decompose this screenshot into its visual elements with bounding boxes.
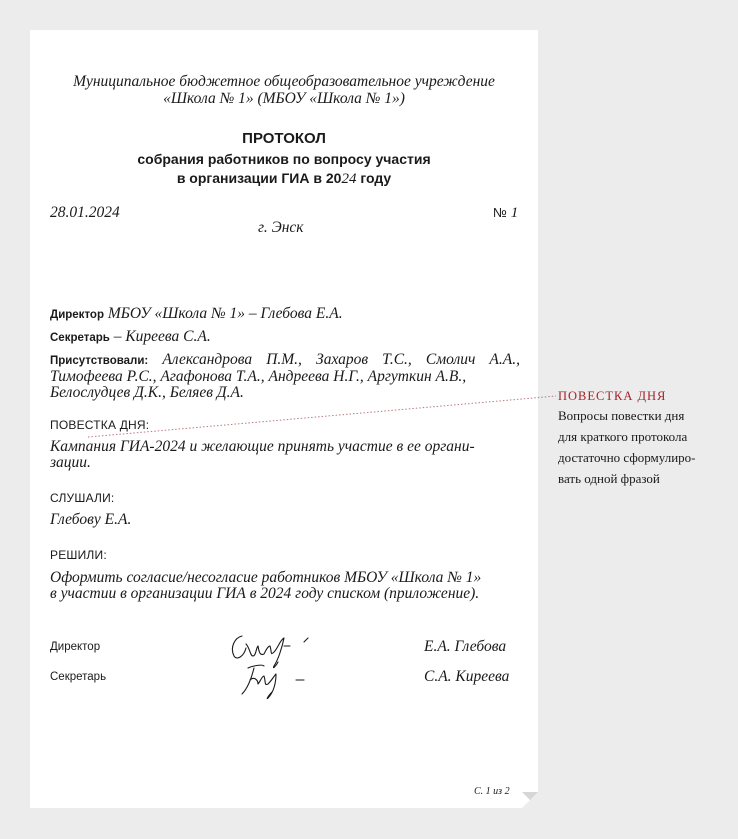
annotation-line-3: достаточно сформулиро- xyxy=(558,450,696,465)
document-subtitle-line-2: в организации ГИА в 2024 году xyxy=(176,170,392,187)
document-city: г. Энск xyxy=(258,219,304,236)
document-date: 28.01.2024 xyxy=(50,204,120,221)
agenda-heading: ПОВЕСТКА ДНЯ: xyxy=(50,418,150,432)
annotation-heading: ПОВЕСТКА ДНЯ xyxy=(558,389,667,403)
heard-heading: СЛУШАЛИ: xyxy=(50,491,115,505)
organization-line-1: Муниципальное бюджетное общеобразовательное учреждение xyxy=(73,73,495,90)
secretary-line: Секретарь – Киреева С.А. xyxy=(50,328,211,345)
signature-name-director: Е.А. Глебова xyxy=(424,638,507,655)
annotation-line-1: Вопросы повестки дня xyxy=(558,408,685,423)
organization-line-2: «Школа № 1» (МБОУ «Школа № 1») xyxy=(163,90,405,107)
heard-text: Глебову Е.А. xyxy=(50,511,132,528)
attendees-block: Присутствовали: Александрова П.М., Захаров Т.С., Смолич А.А., Тимофеева Р.С., Агафонова Т.А., Андреева Н.Г., Аргуткин А.В., Белослудцев Д.К., Беляев Д.А. xyxy=(50,351,520,401)
signature-name-secretary: С.А. Киреева xyxy=(424,668,510,685)
annotation-line-2: для краткого протокола xyxy=(558,429,688,444)
document-number: № 1 xyxy=(493,205,519,221)
document-title: ПРОТОКОЛ xyxy=(242,130,326,147)
decided-text-line-2: в участии в организации ГИА в 2024 году списком (приложение). xyxy=(50,585,480,602)
decided-text-line-1: Оформить согласие/несогласие работников МБОУ «Школа № 1» xyxy=(50,569,482,586)
page-number: С. 1 из 2 xyxy=(474,786,510,797)
director-line: Директор МБОУ «Школа № 1» – Глебова Е.А. xyxy=(50,305,343,322)
document-subtitle-line-1: собрания работников по вопросу участия xyxy=(137,151,431,167)
signature-role-secretary: Секретарь xyxy=(50,671,107,683)
agenda-text-line-2: зации. xyxy=(50,454,91,471)
agenda-text-line-1: Кампания ГИА-2024 и желающие принять участие в ее органи- xyxy=(50,438,475,455)
decided-heading: РЕШИЛИ: xyxy=(50,548,107,562)
signature-role-director: Директор xyxy=(50,641,101,653)
annotation-line-4: вать одной фразой xyxy=(558,471,660,486)
